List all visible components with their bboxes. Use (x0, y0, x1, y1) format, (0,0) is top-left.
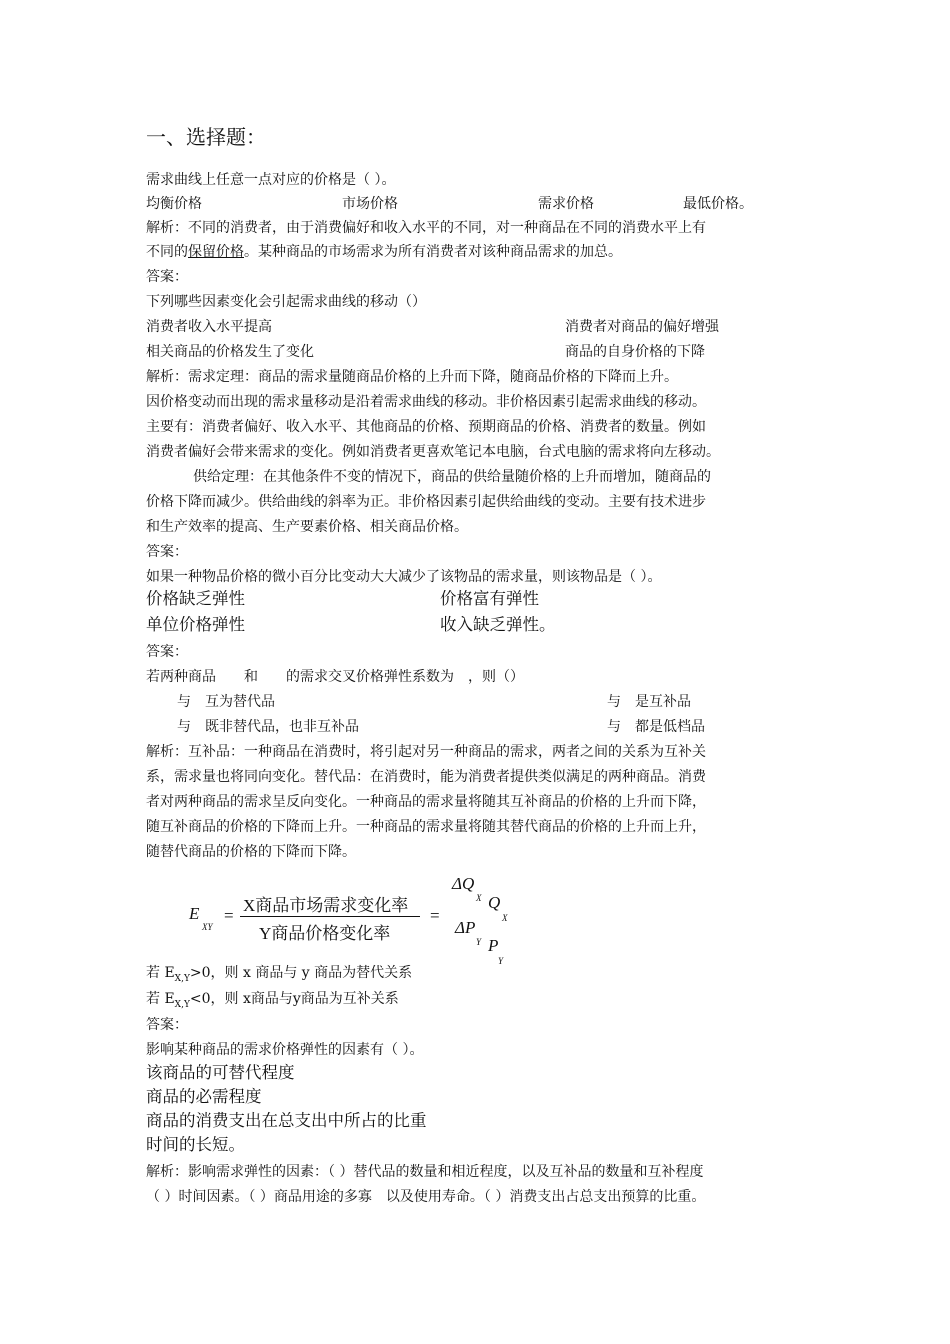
q4-analysis-line: 者对两种商品的需求呈反向变化。一种商品的需求量将随其互补商品的价格的上升而下降， (146, 794, 706, 810)
formula-q-sub: X (502, 913, 508, 923)
q2-answer: 答案： (146, 544, 188, 560)
q4-rule-text: <0，则 x商品与y商品为互补关系 (189, 991, 399, 1007)
q4-option-a (177, 693, 275, 711)
q4-stem-text: 的需求交叉价格弹性系数为 (286, 669, 454, 685)
q2-stem: 下列哪些因素变化会引起需求曲线的移动（） (146, 294, 426, 310)
q2-analysis-line: 解析：需求定理：商品的需求量随商品价格的上升而下降，随商品价格的下降而上升。 (146, 369, 678, 385)
q4-option-d (607, 718, 705, 736)
q4-rule-sub: X,Y (174, 999, 190, 1010)
formula-equals: = (224, 906, 234, 925)
q4-option-c (177, 718, 359, 736)
q5-analysis-line: （ ）时间因素。（ ）商品用途的多寡 以及使用寿命。（ ）消费支出占总支出预算的比重。 (146, 1189, 706, 1205)
formula-delta-q: ΔQ (452, 874, 475, 893)
formula-numerator: X商品市场需求变化率 (243, 896, 409, 915)
q4-option-text: 是互补品 (635, 694, 691, 710)
q4-stem (146, 668, 524, 686)
q1-stem: 需求曲线上任意一点对应的价格是（ ）。 (146, 172, 396, 188)
formula-p: P (488, 936, 499, 955)
q4-option-text: 互为替代品 (205, 694, 275, 710)
section-title: 一、选择题： (146, 125, 266, 149)
q3-option-d: 收入缺乏弹性。 (440, 615, 556, 634)
q4-rule-complement (146, 990, 399, 1014)
q4-rule-sub: X,Y (174, 973, 190, 984)
q1-option-c: 需求价格 (538, 196, 594, 212)
q4-analysis-line: 系，需求量也将同向变化。替代品：在消费时，能为消费者提供类似满足的两种商品。消费 (146, 769, 706, 785)
q4-analysis-line: 解析：互补品：一种商品在消费时，将引起对另一种商品的需求，两者之间的关系为互补关 (146, 744, 706, 760)
q2-analysis-line: 供给定理：在其他条件不变的情况下，商品的供给量随价格的上升而增加，随商品的 (193, 469, 711, 485)
q2-analysis-line: 和生产效率的提高、生产要素价格、相关商品价格。 (146, 519, 468, 535)
q4-option-text: 与 (177, 719, 191, 735)
q4-stem-text: 若两种商品 (146, 669, 216, 685)
q3-answer: 答案： (146, 644, 188, 660)
q4-rule-text: 若 E (146, 965, 175, 981)
q1-option-b: 市场价格 (342, 196, 398, 212)
q1-analysis-underlined: 保留价格 (188, 244, 244, 260)
q2-option-b: 消费者对商品的偏好增强 (565, 319, 719, 335)
q4-option-text: 与 (607, 694, 621, 710)
q3-option-c: 单位价格弹性 (146, 615, 245, 634)
formula-delta-p-sub: Y (476, 937, 482, 947)
q2-option-c: 相关商品的价格发生了变化 (146, 344, 314, 360)
q3-option-b: 价格富有弹性 (440, 589, 539, 608)
formula-delta-p: ΔP (455, 918, 476, 937)
q2-analysis-line: 因价格变动而出现的需求量移动是沿着需求曲线的移动。非价格因素引起需求曲线的移动。 (146, 394, 706, 410)
q4-option-b (607, 693, 691, 711)
q4-analysis-line: 随互补商品的价格的下降而上升。一种商品的需求量将随其替代商品的价格的上升而上升， (146, 819, 706, 835)
q5-option-a: 该商品的可替代程度 (146, 1063, 295, 1082)
q1-analysis-line: 解析：不同的消费者，由于消费偏好和收入水平的不同，对一种商品在不同的消费水平上有 (146, 220, 706, 236)
q5-stem: 影响某种商品的需求价格弹性的因素有（ ）。 (146, 1042, 424, 1058)
q4-stem-text: 和 (244, 669, 258, 685)
q4-option-text: 都是低档品 (635, 719, 705, 735)
q5-analysis-line: 解析：影响需求弹性的因素：（ ）替代品的数量和相近程度，以及互补品的数量和互补程度 (146, 1164, 704, 1180)
q1-analysis-line (146, 243, 622, 261)
q4-option-text: 与 (607, 719, 621, 735)
q5-option-d: 时间的长短。 (146, 1135, 245, 1154)
q1-option-a: 均衡价格 (146, 196, 202, 212)
q4-analysis-line: 随替代商品的价格的下降而下降。 (146, 844, 356, 860)
q5-option-c: 商品的消费支出在总支出中所占的比重 (146, 1111, 427, 1130)
formula-lhs (189, 904, 199, 924)
q4-option-text: 与 (177, 694, 191, 710)
q4-rule-substitute (146, 964, 412, 988)
q4-rule-text: 若 E (146, 991, 175, 1007)
q2-option-d: 商品的自身价格的下降 (565, 344, 705, 360)
q4-option-text: 既非替代品，也非互补品 (205, 719, 359, 735)
formula-lhs-symbol: E (189, 904, 200, 923)
formula-q: Q (488, 893, 501, 912)
q4-stem-text: ，则（） (468, 669, 524, 685)
q1-analysis-text: 。某种商品的市场需求为所有消费者对该种商品需求的加总。 (244, 244, 622, 260)
q1-option-d: 最低价格。 (683, 196, 753, 212)
q2-option-a: 消费者收入水平提高 (146, 319, 272, 335)
q3-option-a: 价格缺乏弹性 (146, 589, 245, 608)
q5-option-b: 商品的必需程度 (146, 1087, 262, 1106)
formula-denominator: Y商品价格变化率 (259, 924, 391, 943)
formula-p-sub: Y (498, 956, 504, 966)
formula-lhs-sub: XY (202, 922, 213, 932)
formula-equals: = (430, 906, 440, 925)
q2-analysis-line: 主要有：消费者偏好、收入水平、其他商品的价格、预期商品的价格、消费者的数量。例如 (146, 419, 706, 435)
q2-analysis-line: 价格下降而减少。供给曲线的斜率为正。非价格因素引起供给曲线的变动。主要有技术进步 (146, 494, 706, 510)
q1-answer: 答案： (146, 269, 188, 285)
formula-fraction-bar (240, 916, 420, 917)
q4-answer: 答案： (146, 1017, 188, 1033)
q1-analysis-text: 不同的 (146, 244, 188, 260)
formula-delta-q-sub: X (476, 893, 482, 903)
q2-analysis-line: 消费者偏好会带来需求的变化。例如消费者更喜欢笔记本电脑，台式电脑的需求将向左移动。 (146, 444, 720, 460)
q4-rule-text: >0，则 x 商品与 y 商品为替代关系 (189, 965, 413, 981)
q3-stem: 如果一种物品价格的微小百分比变动大大减少了该物品的需求量，则该物品是（ ）。 (146, 569, 662, 585)
